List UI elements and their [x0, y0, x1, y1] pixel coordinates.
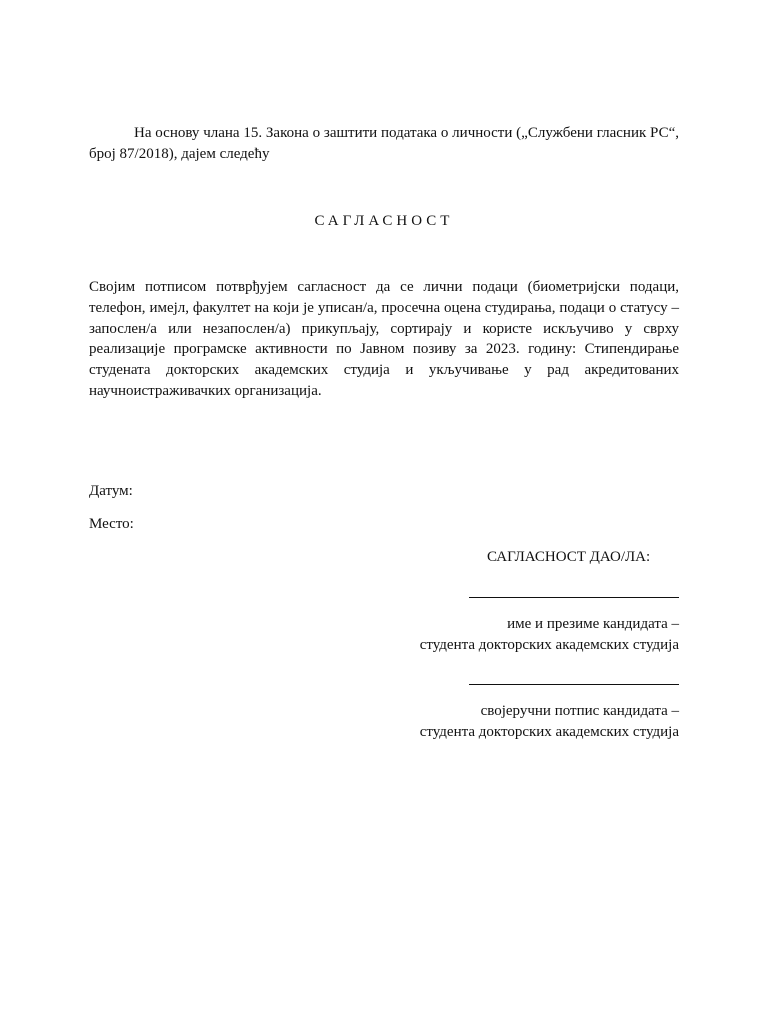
signature-caption-line-2: студента докторских академских студија	[419, 723, 679, 740]
document-title: САГЛАСНОСТ	[314, 213, 454, 229]
name-caption-line-2: студента докторских академских студија	[419, 636, 679, 653]
consent-given-label: САГЛАСНОСТ ДАО/ЛА:	[487, 549, 651, 565]
name-caption	[279, 614, 679, 655]
intro-paragraph: На основу члана 15. Закона о заштити података о личности („Службени гласник РС“, број 87/2018), дајем следећу	[89, 125, 679, 162]
signature-caption	[279, 701, 679, 742]
signature-caption-line-1: својеручни потпис кандидата –	[480, 703, 679, 719]
consent-body-paragraph: Својим потписом потврђујем сагласност да се лични подаци (биометријски подаци, телефон, имејл, факултет на који је уписан/а, просечна оцена студирања, подаци о статусу – запослен/а или незапослен/а) прикупљају, сортирају и користе искључиво у сврху реализације програмске активности по Јавном позиву за 2023. годину: Стипендирање студената докторских академских студија и укључивање у рад акредитованих научноистраживачких организација.	[89, 279, 679, 399]
handwritten-signature-line	[469, 684, 679, 685]
name-caption-line-1: име и презиме кандидата –	[507, 616, 679, 632]
name-signature-line	[469, 597, 679, 598]
place-label: Место:	[89, 516, 134, 532]
date-label: Датум:	[89, 483, 133, 499]
